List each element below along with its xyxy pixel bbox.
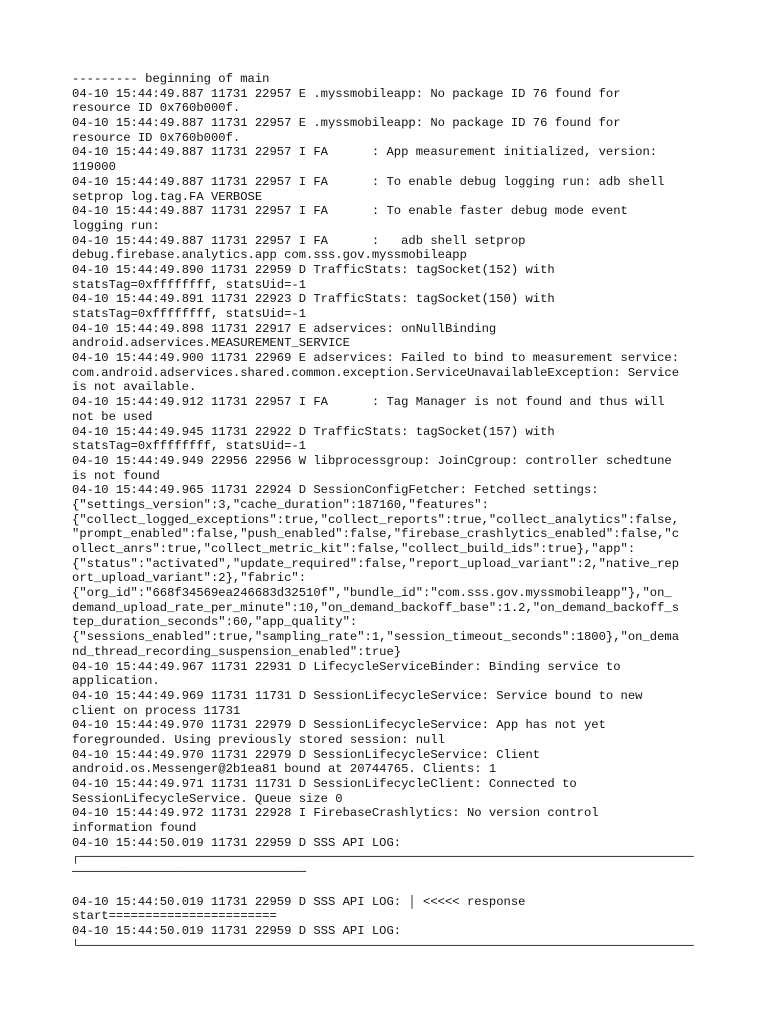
log-box-top-border-wrap: ──────────────────────────────── <box>72 865 307 880</box>
log-line: statsTag=0xffffffff, statsUid=-1 <box>72 307 307 321</box>
log-line: android.adservices.MEASUREMENT_SERVICE <box>72 336 350 351</box>
log-line: setprop log.tag.FA VERBOSE <box>72 189 263 204</box>
log-line: 04-10 15:44:49.887 11731 22957 I FA : adb shell setprop <box>72 233 526 248</box>
log-line: client on process 11731 <box>72 703 241 718</box>
log-box-top-border: ┌──────────────────────────────────────────────────────────────────────────────────── <box>72 850 694 865</box>
log-line: 04-10 15:44:49.967 11731 22931 D LifecycleServiceBinder: Binding service to <box>72 659 621 674</box>
log-line: start======================= <box>72 909 277 924</box>
log-line: 04-10 15:44:49.890 11731 22959 D TrafficStats: tagSocket(152) with <box>72 262 555 277</box>
log-line: {"status":"activated","update_required":false,"report_upload_variant":2,"native_rep <box>72 556 680 571</box>
log-line: is not found <box>72 468 160 483</box>
log-line: ollect_anrs":true,"collect_metric_kit":false,"collect_build_ids":true},"app": <box>72 542 636 556</box>
log-document <box>72 72 698 953</box>
log-line: 04-10 15:44:49.971 11731 11731 D SessionLifecycleClient: Connected to <box>72 777 577 791</box>
blank-line <box>72 880 698 895</box>
log-line: {"org_id":"668f34569ea246683d32510f","bundle_id":"com.sss.gov.myssmobileapp"},"on_ <box>72 586 672 601</box>
log-line: 04-10 15:44:50.019 11731 22959 D SSS API LOG: <box>72 835 402 850</box>
log-line: {"sessions_enabled":true,"sampling_rate":1,"session_timeout_seconds":1800},"on_dema <box>72 630 680 645</box>
log-line: "prompt_enabled":false,"push_enabled":false,"firebase_crashlytics_enabled":false,"c <box>72 527 680 542</box>
log-line: resource ID 0x760b000f. <box>72 101 241 116</box>
log-line: 04-10 15:44:49.898 11731 22917 E adservices: onNullBinding <box>72 321 497 336</box>
log-line: information found <box>72 821 197 836</box>
log-line: 04-10 15:44:49.900 11731 22969 E adservices: Failed to bind to measurement service: <box>72 351 680 366</box>
log-line: --------- beginning of main <box>72 72 270 86</box>
log-line: 04-10 15:44:49.887 11731 22957 E .myssmobileapp: No package ID 76 found for <box>72 116 621 131</box>
log-line: 04-10 15:44:49.969 11731 11731 D SessionLifecycleService: Service bound to new <box>72 688 643 703</box>
log-line: 04-10 15:44:49.970 11731 22979 D SessionLifecycleService: Client <box>72 747 541 762</box>
log-line: 04-10 15:44:49.887 11731 22957 E .myssmobileapp: No package ID 76 found for <box>72 86 621 101</box>
log-line: logging run: <box>72 218 160 233</box>
log-line: 04-10 15:44:49.965 11731 22924 D SessionConfigFetcher: Fetched settings: <box>72 483 599 498</box>
log-line: foregrounded. Using previously stored session: null <box>72 732 445 747</box>
log-line: 04-10 15:44:49.887 11731 22957 I FA : To enable faster debug mode event <box>72 204 628 219</box>
log-line: com.android.adservices.shared.common.exception.ServiceUnavailableException: Service <box>72 365 680 380</box>
log-line: tep_duration_seconds":60,"app_quality": <box>72 615 358 630</box>
log-line: 04-10 15:44:49.949 22956 22956 W libprocessgroup: JoinCgroup: controller schedtune <box>72 453 672 468</box>
log-line: {"collect_logged_exceptions":true,"collect_reports":true,"collect_analytics":false, <box>72 512 680 527</box>
log-line: demand_upload_rate_per_minute":10,"on_demand_backoff_base":1.2,"on_demand_backoff_s <box>72 600 680 615</box>
log-line: statsTag=0xffffffff, statsUid=-1 <box>72 277 307 292</box>
log-line: 04-10 15:44:49.887 11731 22957 I FA : To enable debug logging run: adb shell <box>72 174 665 189</box>
log-line: statsTag=0xffffffff, statsUid=-1 <box>72 439 307 454</box>
log-line: 04-10 15:44:49.912 11731 22957 I FA : Tag Manager is not found and thus will <box>72 395 665 410</box>
log-line: 04-10 15:44:50.019 11731 22959 D SSS API LOG: <box>72 923 402 938</box>
log-line: nd_thread_recording_suspension_enabled":true} <box>72 644 402 659</box>
log-line: ort_upload_variant":2},"fabric": <box>72 571 307 586</box>
log-line: not be used <box>72 409 153 424</box>
log-line: {"settings_version":3,"cache_duration":187160,"features": <box>72 497 489 512</box>
log-line: 04-10 15:44:49.945 11731 22922 D TrafficStats: tagSocket(157) with <box>72 424 555 439</box>
log-line: 04-10 15:44:49.970 11731 22979 D SessionLifecycleService: App has not yet <box>72 718 606 733</box>
log-line: SessionLifecycleService. Queue size 0 <box>72 791 343 806</box>
log-line: 04-10 15:44:49.887 11731 22957 I FA : App measurement initialized, version: <box>72 145 658 160</box>
log-line: resource ID 0x760b000f. <box>72 130 241 145</box>
log-line: 04-10 15:44:49.891 11731 22923 D TrafficStats: tagSocket(150) with <box>72 292 555 307</box>
log-line: application. <box>72 674 160 689</box>
log-line: is not available. <box>72 380 197 395</box>
log-line: 04-10 15:44:50.019 11731 22959 D SSS API LOG: │ <<<<< response <box>72 894 526 909</box>
log-line: android.os.Messenger@2b1ea81 bound at 20744765. Clients: 1 <box>72 762 497 777</box>
log-line: 04-10 15:44:49.972 11731 22928 I FirebaseCrashlytics: No version control <box>72 806 599 821</box>
log-line: 119000 <box>72 160 116 175</box>
log-line: debug.firebase.analytics.app com.sss.gov.myssmobileapp <box>72 248 467 263</box>
log-box-bottom-border: └──────────────────────────────────────────────────────────────────────────────────── <box>72 938 694 953</box>
